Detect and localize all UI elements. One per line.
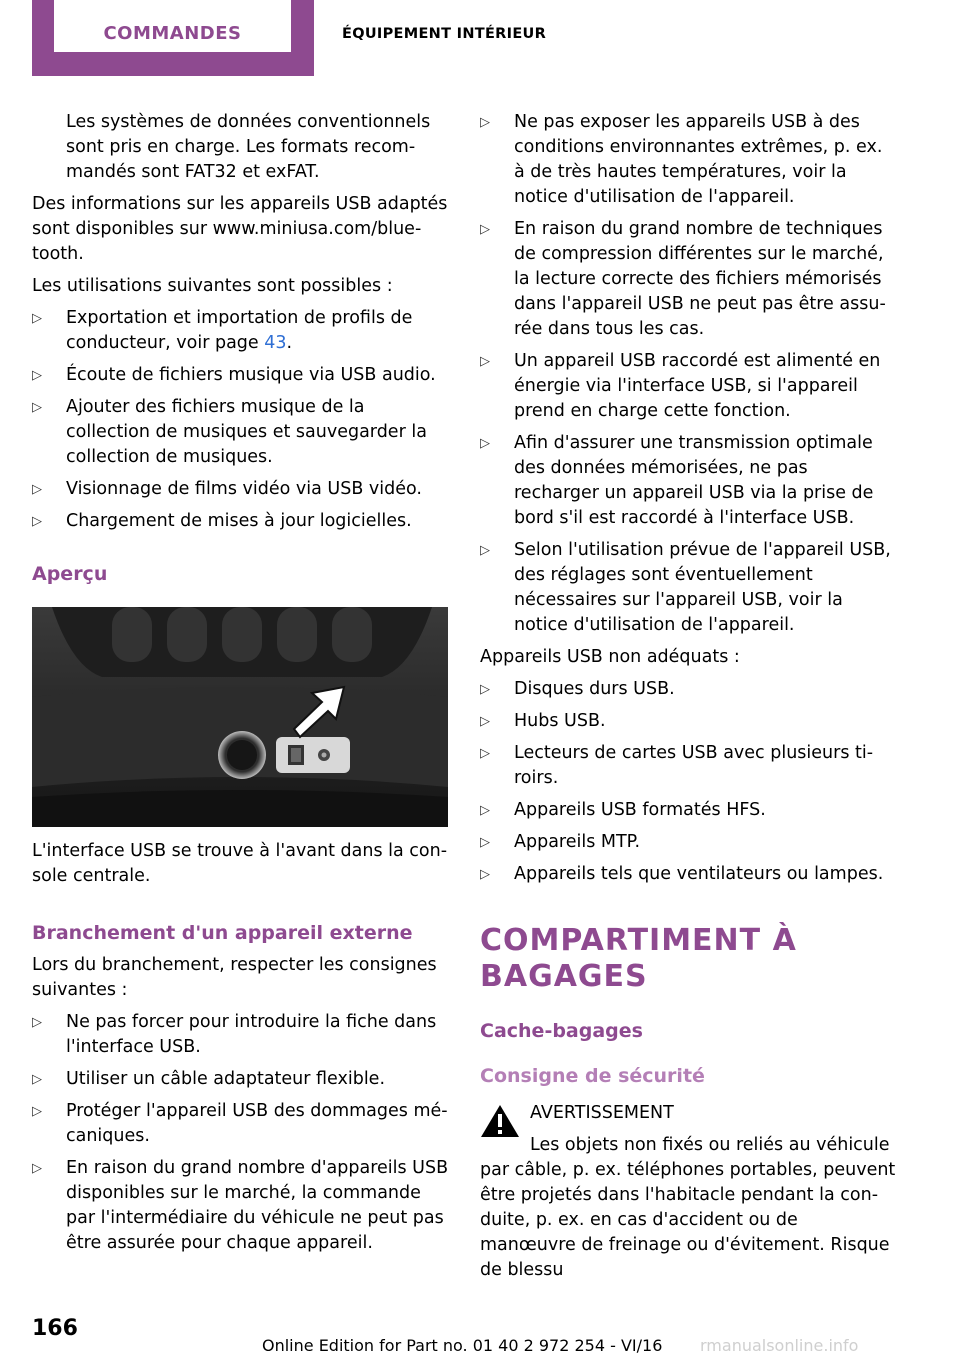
- chapter-tab: [32, 0, 314, 76]
- chapter-tab-label: COMMANDES: [54, 0, 291, 52]
- list-item: ▷ Disques durs USB.: [480, 677, 898, 702]
- chapter-heading: COMPARTIMENT À BAGAGES: [480, 923, 797, 994]
- bullet-triangle-icon: ▷: [32, 514, 42, 529]
- bullet-triangle-icon: ▷: [32, 368, 42, 383]
- list-item: ▷ Utiliser un câble adaptateur flexible.: [32, 1067, 450, 1092]
- warning-block: [480, 1101, 898, 1158]
- warning-title: AVERTISSEMENT: [530, 1103, 674, 1123]
- bullet-triangle-icon: ▷: [32, 1072, 42, 1087]
- warning-line: Les objets non fixés ou reliés au véhicule: [530, 1135, 890, 1155]
- list-item: ▷ Afin d'assurer une transmission optimale des données mémorisées, ne pas recharger un appareil USB via la prise de bord s'il est raccordé à l'interface USB.: [480, 433, 874, 528]
- paragraph-unsuitable-intro: Appareils USB non adéquats :: [480, 647, 740, 667]
- bullet-triangle-icon: ▷: [32, 1104, 42, 1119]
- bullet-triangle-icon: ▷: [480, 746, 490, 761]
- list-item: ▷ Visionnage de films vidéo via USB vidéo.: [32, 477, 450, 502]
- bullet-triangle-icon: ▷: [480, 222, 490, 237]
- bullet-triangle-icon: ▷: [32, 400, 42, 415]
- section-title: ÉQUIPEMENT INTÉRIEUR: [342, 26, 547, 42]
- list-item: ▷ Exportation et importation de profils de conducteur, voir page 43.: [32, 308, 413, 353]
- branch-list: [32, 1010, 450, 1256]
- list-item: ▷ Selon l'utilisation prévue de l'appareil USB, des réglages sont éventuellement nécessaires sur l'appareil USB, voir la notice d'utilisation de l'appareil.: [480, 540, 891, 635]
- list-item: ▷ Appareils MTP.: [480, 830, 898, 855]
- list-item: ▷ Ne pas exposer les appareils USB à des conditions environnantes extrêmes, p. ex. à de très hautes températures, voir la notice d'utilisation de l'appareil.: [480, 112, 883, 207]
- page-link[interactable]: 43: [264, 333, 287, 353]
- bullet-triangle-icon: ▷: [32, 482, 42, 497]
- list-item: ▷ Protéger l'appareil USB des dommages mécaniques.: [32, 1101, 448, 1146]
- left-column: [32, 110, 450, 1263]
- warning-triangle-icon: [480, 1103, 520, 1147]
- list-item: ▷ Ajouter des fichiers musique de la collection de musiques et sauvegarder la collection de musiques.: [32, 397, 427, 467]
- paragraph-info: Des informations sur les appareils USB adaptés sont disponibles sur www.miniusa.com/bluetooth.: [32, 194, 448, 264]
- bullet-triangle-icon: ▷: [480, 115, 490, 130]
- list-item: ▷ Chargement de mises à jour logicielles.: [32, 509, 450, 534]
- usb-interface-photo: [32, 607, 448, 827]
- paragraph-formats: Les systèmes de données conventionnels sont pris en charge. Les formats recommandés sont FAT32 et exFAT.: [66, 112, 431, 182]
- list-item: ▷ En raison du grand nombre de techniques de compression différentes sur le marché, la lecture correcte des fichiers mémorisés dans l'appareil USB ne peut pas être assurée dans tous les cas.: [480, 219, 886, 339]
- bullet-triangle-icon: ▷: [480, 436, 490, 451]
- subheading-cache-bagages: Cache-bagages: [480, 1020, 643, 1042]
- heading-apercu: Aperçu: [32, 563, 108, 585]
- list-item: ▷ En raison du grand nombre d'appareils USB disponibles sur le marché, la commande par l'intermédiaire du véhicule ne peut pas être assurée pour chaque appareil.: [32, 1158, 449, 1253]
- photo-caption: L'interface USB se trouve à l'avant dans la console centrale.: [32, 841, 448, 886]
- page-number: 166: [32, 1316, 78, 1341]
- bullet-triangle-icon: ▷: [32, 1161, 42, 1176]
- uses-list: [32, 306, 450, 534]
- subheading-safety: Consigne de sécurité: [480, 1065, 705, 1087]
- bullet-triangle-icon: ▷: [32, 311, 42, 326]
- list-item: ▷ Écoute de fichiers musique via USB audio.: [32, 363, 450, 388]
- edition-footer: Online Edition for Part no. 01 40 2 972 254 - VI/16: [262, 1336, 663, 1355]
- watermark: rmanualsonline.info: [700, 1336, 859, 1355]
- bullet-triangle-icon: ▷: [480, 867, 490, 882]
- list-item: ▷ Hubs USB.: [480, 709, 898, 734]
- paragraph-branch-intro: Lors du branchement, respecter les consignes suivantes :: [32, 955, 437, 1000]
- warning-text: par câble, p. ex. téléphones portables, peuvent être projetés dans l'habitacle pendant la conduite, p. ex. en cas d'accident ou de manœuvre de freinage ou d'évitement. Risque de blessu: [480, 1160, 896, 1280]
- heading-branchement: Branchement d'un appareil externe: [32, 922, 413, 944]
- bullet-triangle-icon: ▷: [480, 803, 490, 818]
- bullet-triangle-icon: ▷: [480, 543, 490, 558]
- bullet-triangle-icon: ▷: [480, 714, 490, 729]
- right-column: [480, 110, 898, 1290]
- unsuitable-list: [480, 677, 898, 887]
- bullet-triangle-icon: ▷: [32, 1015, 42, 1030]
- bullet-triangle-icon: ▷: [480, 354, 490, 369]
- bullet-triangle-icon: ▷: [480, 835, 490, 850]
- list-item: ▷ Appareils USB formatés HFS.: [480, 798, 898, 823]
- list-item: ▷ Ne pas forcer pour introduire la fiche dans l'interface USB.: [32, 1012, 437, 1057]
- list-item: ▷ Appareils tels que ventilateurs ou lampes.: [480, 862, 898, 887]
- usb-notes-list: [480, 110, 898, 638]
- list-item: ▷ Lecteurs de cartes USB avec plusieurs tiroirs.: [480, 743, 874, 788]
- bullet-triangle-icon: ▷: [480, 682, 490, 697]
- list-item: ▷ Un appareil USB raccordé est alimenté en énergie via l'interface USB, si l'appareil prend en charge cette fonction.: [480, 351, 881, 421]
- paragraph-uses-intro: Les utilisations suivantes sont possibles :: [32, 276, 393, 296]
